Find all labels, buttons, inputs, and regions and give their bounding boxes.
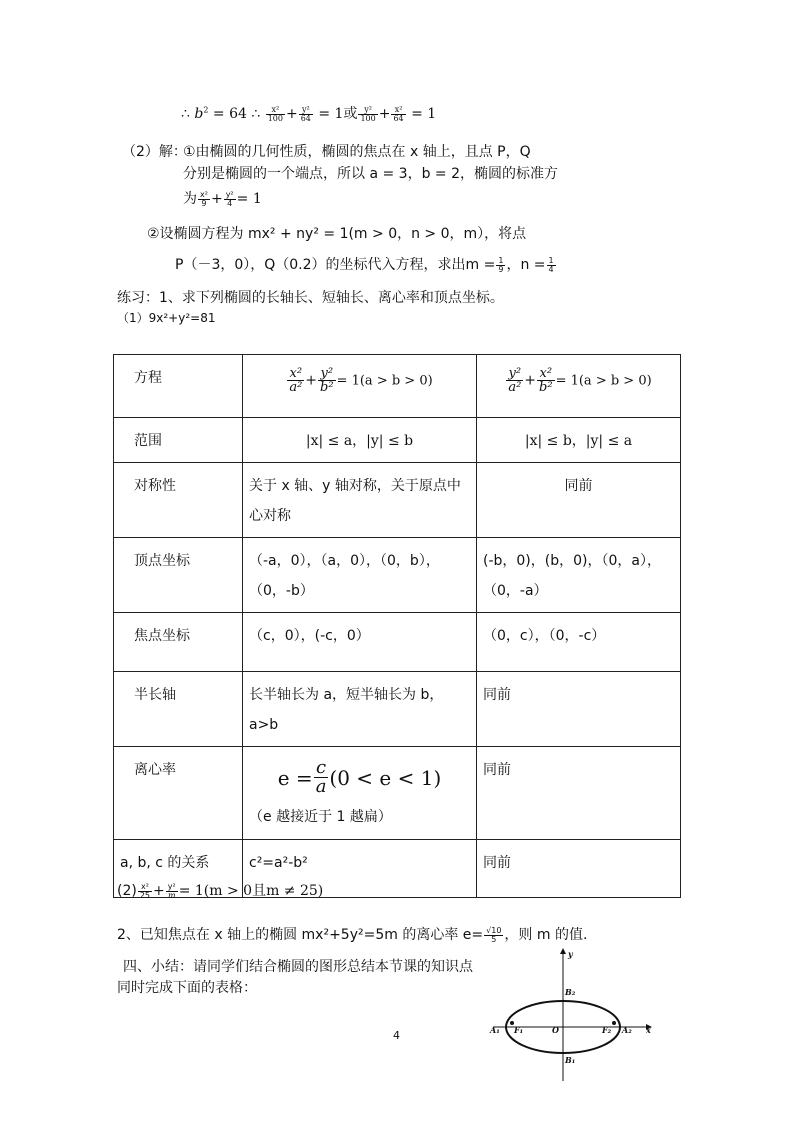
ellipse-properties-table bbox=[113, 354, 681, 898]
table-row bbox=[114, 463, 681, 538]
cell-right: 同前 bbox=[477, 463, 681, 538]
b-symbol: b bbox=[194, 106, 204, 122]
cell-right: (-b，0)，(b，0)，（0，a），（0，-a） bbox=[477, 538, 681, 613]
cell-eccentricity bbox=[243, 747, 477, 840]
cell-left: （-a，0），（a，0），（0，b），（0，-b） bbox=[243, 538, 477, 613]
summary-line-1: 四、小结：请同学们结合椭圆的图形总结本节课的知识点 bbox=[123, 959, 473, 975]
fraction-x2-64: $\frac{\text{x²}}{64}$ bbox=[393, 104, 404, 123]
label-f2: F₂ bbox=[602, 1025, 612, 1035]
b2-value: = 64 ∴ bbox=[212, 106, 261, 122]
cell-left: c²=a²-b² bbox=[243, 840, 477, 898]
fraction-1-4: $\frac{1}{4}$ bbox=[548, 255, 554, 274]
row-label: 离心率 bbox=[114, 747, 243, 840]
label-f1: F₁ bbox=[514, 1025, 524, 1035]
eccentricity-note: （e 越接近于 1 越扁） bbox=[249, 809, 392, 825]
solution-2-line3: 为 $\frac{\text{x²}}{9}$ + $\frac{\text{y²}}{4}$ = 1 bbox=[183, 189, 262, 208]
fraction-x2-9: $\frac{\text{x²}}{9}$ bbox=[200, 189, 208, 208]
equals-one-or: = 1或 bbox=[318, 106, 358, 122]
row-label: 范围 bbox=[114, 418, 243, 463]
cell-left: （c，0），(-c，0） bbox=[243, 613, 477, 672]
cell-right: |x| ≤ b，|y| ≤ a bbox=[477, 418, 681, 463]
row-label: 对称性 bbox=[114, 463, 243, 538]
row-label: 焦点坐标 bbox=[114, 613, 243, 672]
label-a1: A₁ bbox=[490, 1025, 500, 1035]
fraction-y2-64: $\frac{\text{y²}}{64}$ bbox=[300, 104, 311, 123]
eccentricity-formula: e = $\frac{c}{a}$ (0 < e < 1) bbox=[277, 757, 442, 797]
label-o: O bbox=[552, 1025, 559, 1035]
table-row bbox=[114, 355, 681, 418]
equation-horizontal: $\frac{\text{x²}}{\text{a²}}$ + $\frac{\text{y²}}{\text{b²}}$ = 1(a > b > 0) bbox=[243, 355, 477, 418]
table-row bbox=[114, 747, 681, 840]
label-b1: B₁ bbox=[565, 1055, 576, 1065]
solution-2-line2: 分别是椭圆的一个端点，所以 a = 3，b = 2，椭圆的标准方 bbox=[183, 166, 558, 182]
label-y: y bbox=[568, 949, 573, 959]
cell-right: （0，c），（0，-c） bbox=[477, 613, 681, 672]
focus-point-f2 bbox=[612, 1021, 616, 1025]
question-2: 2、已知焦点在 x 轴上的椭圆 mx²+5y²=5m 的离心率 e= $\frac{√10}{5}$ ，则 m 的值. bbox=[117, 925, 588, 944]
cell-right: 同前 bbox=[477, 672, 681, 747]
label-a2: A₂ bbox=[622, 1025, 632, 1035]
fraction-y2-4: $\frac{\text{y²}}{4}$ bbox=[225, 189, 234, 208]
practice-item-2: (2) $\frac{\text{x²}}{25}$ + $\frac{\text{y²}}{m}$ = 1(m > 0且m ≠ 25) bbox=[117, 881, 324, 900]
row-label: 半长轴 bbox=[114, 672, 243, 747]
y-axis-arrow-icon bbox=[560, 948, 566, 954]
equation-vertical: $\frac{\text{y²}}{\text{a²}}$ + $\frac{\text{x²}}{\text{b²}}$ = 1(a > b > 0) bbox=[477, 355, 681, 418]
solution-2-prefix: （2）解： bbox=[122, 144, 187, 160]
solution-2-step2: ②设椭圆方程为 mx² + ny² = 1(m > 0，n > 0，m），将点 bbox=[147, 226, 527, 242]
cell-left: 长半轴长为 a，短半轴长为 b，a>b bbox=[243, 672, 477, 747]
cell-right: 同前 bbox=[477, 747, 681, 840]
table-row bbox=[114, 613, 681, 672]
fraction-1-9: $\frac{1}{9}$ bbox=[498, 255, 504, 274]
row-label: 顶点坐标 bbox=[114, 538, 243, 613]
label-b2: B₂ bbox=[565, 987, 576, 997]
cell-left: |x| ≤ a，|y| ≤ b bbox=[243, 418, 477, 463]
practice-title: 练习：1、求下列椭圆的长轴长、短轴长、离心率和顶点坐标。 bbox=[117, 290, 504, 306]
row-label: a, b, c 的关系 bbox=[114, 840, 243, 898]
solution-2-step2b: P（－3，0），Q（0.2）的坐标代入方程，求出m = $\frac{1}{9}$ ，n = $\frac{1}{4}$ bbox=[175, 255, 554, 274]
solution-2-line1: ①由椭圆的几何性质，椭圆的焦点在 x 轴上，且点 P，Q bbox=[183, 144, 531, 160]
cell-left: 关于 x 轴、y 轴对称，关于原点中心对称 bbox=[243, 463, 477, 538]
equation-line-1: ∴ $b^2 = 64$ ∴ $\frac{\text{x²}}{100}$ + $\frac{\text{y²}}{64}$ = 1或 $\frac{\text{y²}}{100}$ + $\frac{\text{x²}}{64}$ = 1 bbox=[181, 104, 437, 123]
table-row bbox=[114, 538, 681, 613]
label-x: x bbox=[646, 1025, 651, 1035]
cell-right: 同前 bbox=[477, 840, 681, 898]
therefore-symbol: ∴ bbox=[181, 106, 190, 122]
table-row bbox=[114, 672, 681, 747]
page-number: 4 bbox=[393, 1029, 400, 1042]
practice-item-1: （1）9x²+y²=81 bbox=[117, 311, 216, 325]
fraction-x2-100: $\frac{\text{x²}}{100}$ bbox=[267, 104, 283, 123]
table-row bbox=[114, 418, 681, 463]
ellipse-figure bbox=[488, 945, 658, 1085]
row-label: 方程 bbox=[114, 355, 243, 418]
fraction-y2-100: $\frac{\text{y²}}{100}$ bbox=[360, 104, 376, 123]
summary-line-2: 同时完成下面的表格： bbox=[117, 980, 257, 996]
